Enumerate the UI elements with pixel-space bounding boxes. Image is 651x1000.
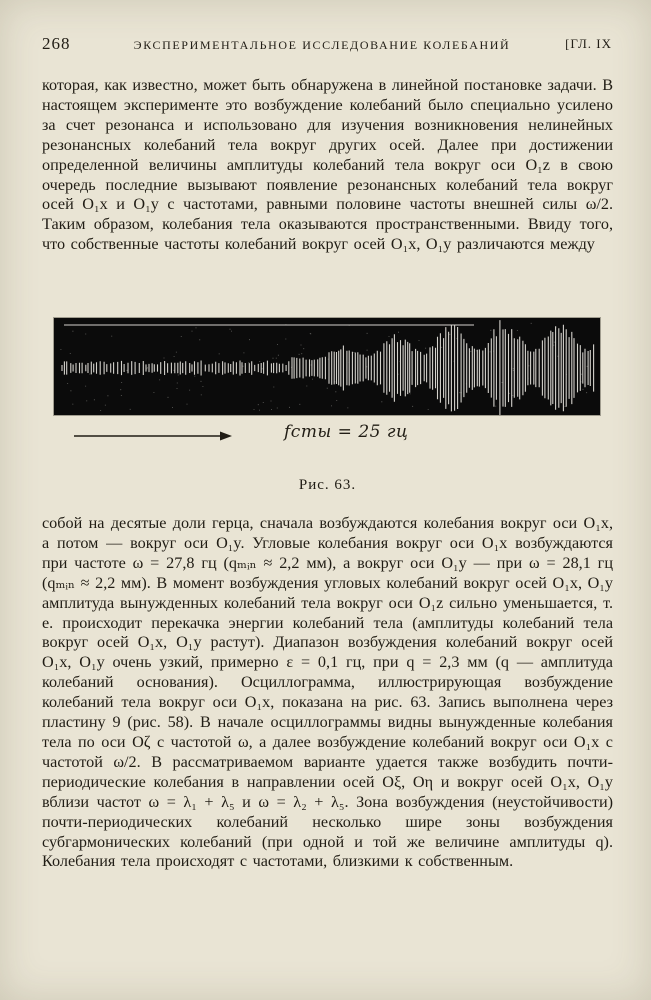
chapter-marker: [ГЛ. IX: [565, 36, 612, 51]
paragraph-bottom: собой на десятые доли герца, сначала возбуждаются колебания вокруг оси O₁x, а потом — вокруг оси O₁y. Угловые колебания вокруг оси O₁x возбуждаются при частоте ω = 27,8 гц (qₘᵢₙ ≈ 2,2 мм), а вокруг оси O₁y — при ω = 28,1 гц (qₘᵢₙ ≈ 2,2 мм). В момент возбуждения угловых колебаний вокруг осей O₁x, O₁y амплитуда вынужденных колебаний тела вокруг оси O₁z сильно уменьшается, т. е. происходит перекачка энергии колебаний тела (амплитуды колебаний тела вокруг осей O₁x, O₁y растут). Диапазон возбуждения колебаний вокруг осей O₁x, O₁y очень узкий, примерно ε = 0,1 гц, при q = 2,3 мм (q — амплитуда колебаний основания). Осциллограмма, иллюстрирующая возбуждение колебаний тела вокруг оси O₁x, показана на рис. 63. Запись выполнена через пластину 9 (рис. 58). В начале осциллограммы видны вынужденные колебания тела по оси Oζ с частотой ω, а далее возбуждение колебаний вокруг оси O₁x с частотой ω/2. В рассматриваемом варианте удается также возбудить почти-периодические колебания в направлении осей Oξ, Oη и вокруг осей O₁x, O₁y вблизи частот ω = λ₁ + λ₅ и ω = λ₂ + λ₅. Зона возбуждения (неустойчивости) почти-периодических колебаний несколько шире зоны возбуждения субгармонических колебаний (при одной и той же величине амплитуды q). Колебания тела происходят с частотами, близкими к собственным.: [42, 514, 613, 871]
figure-annotation-row: [54, 422, 600, 450]
page-header: [42, 34, 612, 56]
paragraph-top: которая, как известно, может быть обнаружена в линейной постановке задачи. В настоящем эксперименте это возбуждение колебаний было специально усилено за счет резонанса и использовано для изучения возникновения нелинейных резонансных колебаний тела вокруг других осей. Далее при достижении определенной величины амплитуды колебаний тела вокруг оси O₁z в свою очередь последние вызывают появление резонансных колебаний тела вокруг осей O₁x и O₁y с частотами, равными половине частоты внешней силы ω/2. Таким образом, колебания тела оказываются пространственными. Ввиду того, что собственные частоты колебаний вокруг осей O₁x, O₁y различаются между: [42, 76, 613, 254]
figure-annotation: fсты = 25 гц: [284, 422, 409, 442]
oscillogram-photo: [54, 318, 600, 415]
page-number: 268: [42, 34, 71, 53]
figure-63: [54, 318, 600, 415]
oscillogram-trace: [54, 318, 600, 415]
running-title: ЭКСПЕРИМЕНТАЛЬНОЕ ИССЛЕДОВАНИЕ КОЛЕБАНИЙ: [133, 38, 511, 52]
figure-caption: Рис. 63.: [298, 477, 357, 493]
arrow-right-icon: [72, 430, 232, 442]
